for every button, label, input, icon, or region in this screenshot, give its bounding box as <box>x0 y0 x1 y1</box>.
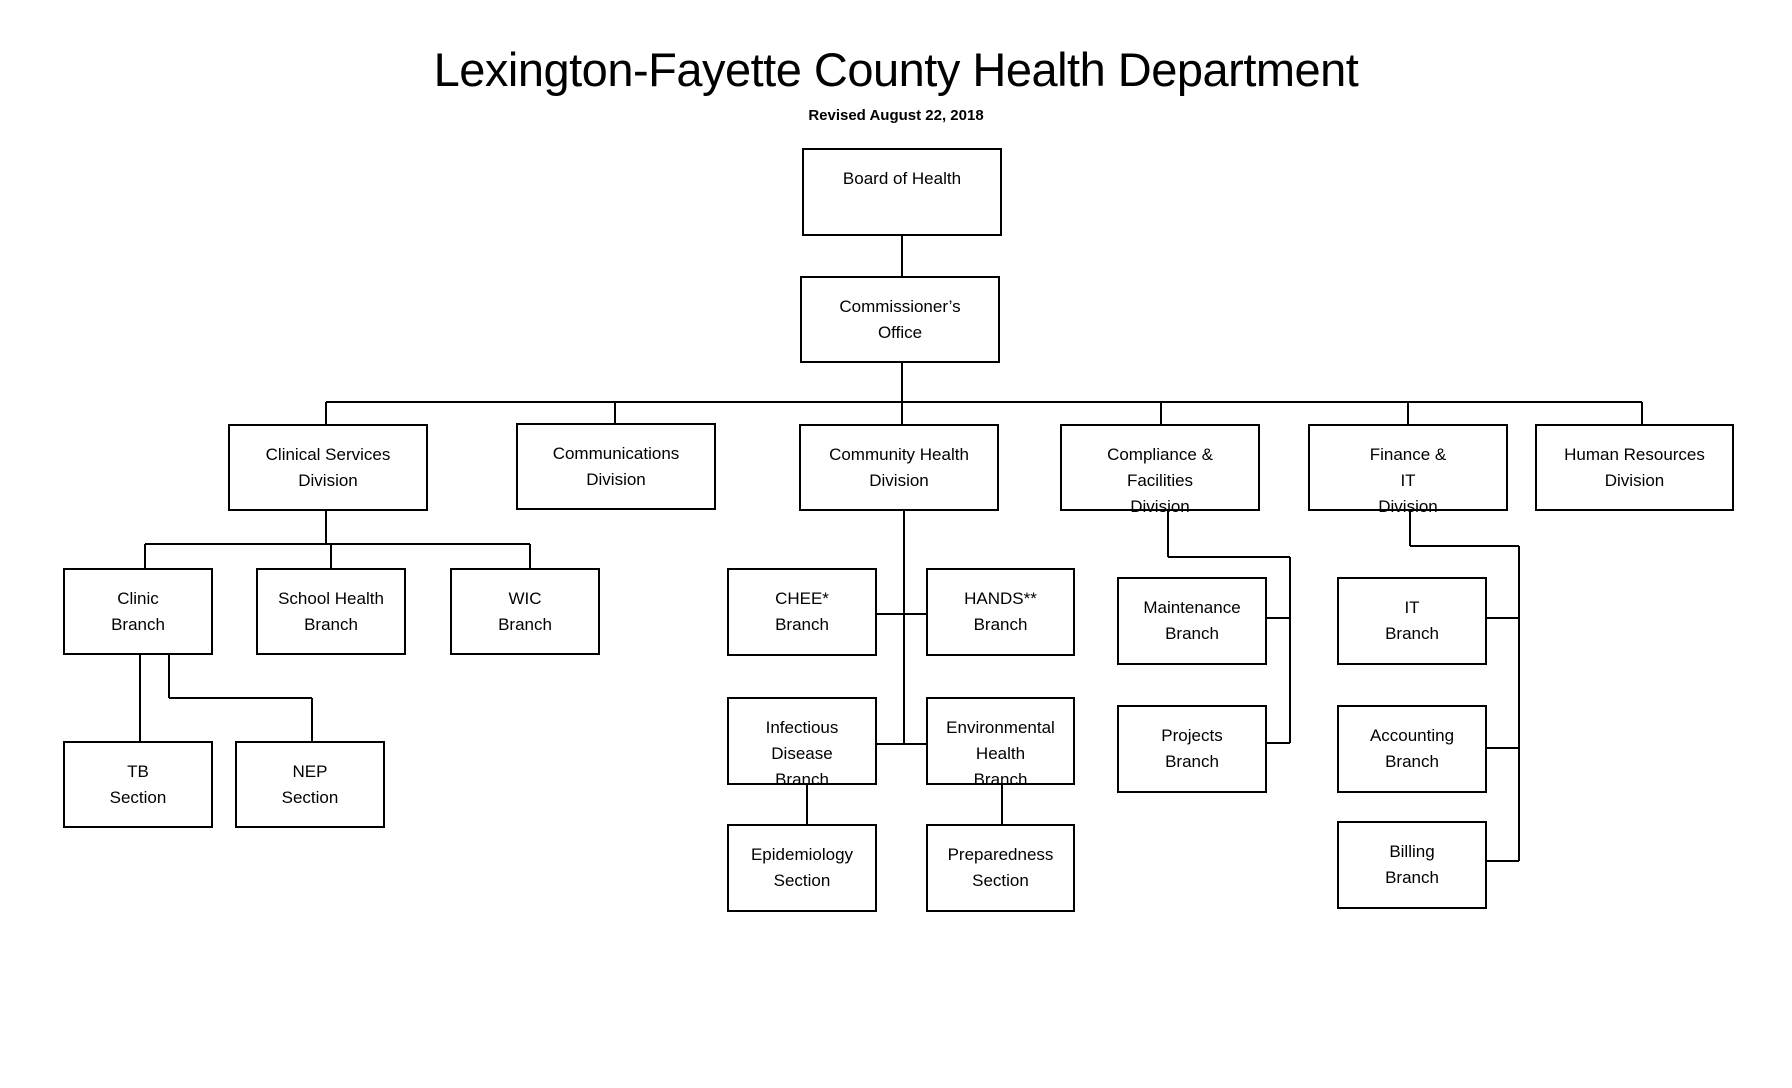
node-label-line: Finance & <box>1369 445 1447 464</box>
node-epidemiology-section <box>727 824 877 912</box>
node-label-line: Branch <box>973 770 1028 789</box>
node-label-line: Projects <box>1161 726 1223 745</box>
node-billing-branch <box>1337 821 1487 909</box>
node-label-line: Clinical Services <box>265 445 391 464</box>
node-tb-section <box>63 741 213 828</box>
node-finance-it-division <box>1308 424 1508 516</box>
node-environmental-health-branch <box>926 697 1075 789</box>
node-label-line: Branch <box>1165 624 1219 643</box>
chart-title: Lexington-Fayette County Health Department <box>433 43 1359 96</box>
node-label-line: Branch <box>1165 752 1219 771</box>
node-label-line: Branch <box>1385 868 1439 887</box>
node-board-of-health <box>802 148 1002 236</box>
node-chee-branch <box>727 568 877 656</box>
node-projects-branch <box>1117 705 1267 793</box>
node-infectious-disease-branch <box>727 697 877 789</box>
node-label-line: Infectious <box>765 718 839 737</box>
node-label-line: Board of Health <box>842 169 962 188</box>
node-hands-branch <box>926 568 1075 656</box>
node-label-line: IT <box>1400 471 1416 490</box>
node-label-line: Branch <box>775 770 829 789</box>
node-label-line: Section <box>109 788 167 807</box>
node-label-line: IT <box>1404 598 1420 617</box>
node-label-line: Section <box>972 871 1029 890</box>
node-label-line: Section <box>773 871 831 890</box>
node-label-line: Division <box>869 471 929 490</box>
node-label-line: Branch <box>498 615 552 634</box>
node-label-line: Community Health <box>829 445 969 464</box>
node-label-line: WIC <box>508 589 542 608</box>
node-label-line: Division <box>586 470 646 489</box>
node-label-line: Compliance & <box>1107 445 1213 464</box>
node-accounting-branch <box>1337 705 1487 793</box>
node-label-line: Branch <box>1385 752 1439 771</box>
node-label-line: Human Resources <box>1564 445 1705 464</box>
node-maintenance-branch <box>1117 577 1267 665</box>
node-label-line: Division <box>1378 497 1438 516</box>
node-label-line: Division <box>298 471 358 490</box>
node-label-line: Branch <box>304 615 358 634</box>
node-clinic-branch <box>63 568 213 655</box>
node-human-resources-division <box>1535 424 1734 511</box>
node-label-line: Environmental <box>946 718 1055 737</box>
node-label-line: Section <box>281 788 339 807</box>
node-label-line: Division <box>1130 497 1190 516</box>
node-communications-division <box>516 423 716 510</box>
node-preparedness-section <box>926 824 1075 912</box>
node-label-line: Clinic <box>117 589 159 608</box>
node-label-line: Maintenance <box>1143 598 1241 617</box>
node-label-line: Branch <box>775 615 829 634</box>
node-it-branch <box>1337 577 1487 665</box>
node-label-line: Health <box>975 744 1026 763</box>
node-clinical-services-division <box>228 424 428 511</box>
node-label-line: Branch <box>111 615 165 634</box>
node-label-line: Disease <box>771 744 833 763</box>
node-label-line: Commissioner’s <box>839 297 961 316</box>
node-label-line: Branch <box>1385 624 1439 643</box>
node-label-line: HANDS** <box>964 589 1037 608</box>
revision-date: Revised August 22, 2018 <box>808 107 984 124</box>
node-label-line: Preparedness <box>947 845 1054 864</box>
node-community-health-division <box>799 424 999 511</box>
node-commissioners-office <box>800 276 1000 363</box>
node-label-line: Communications <box>552 444 680 463</box>
node-label-line: Accounting <box>1369 726 1455 745</box>
node-label-line: Billing <box>1389 842 1435 861</box>
node-label-line: Branch <box>973 615 1028 634</box>
node-compliance-facilities-division <box>1060 424 1260 516</box>
node-wic-branch <box>450 568 600 655</box>
node-nep-section <box>235 741 385 828</box>
node-label-line: CHEE* <box>775 589 829 608</box>
node-label-line: School Health <box>278 589 384 608</box>
node-label-line: NEP <box>292 762 328 781</box>
node-label-line: Office <box>877 323 923 342</box>
node-label-line: Facilities <box>1126 471 1194 490</box>
node-label-line: TB <box>127 762 149 781</box>
node-label-line: Division <box>1604 471 1665 490</box>
node-label-line: Epidemiology <box>750 845 854 864</box>
node-school-health-branch <box>256 568 406 655</box>
